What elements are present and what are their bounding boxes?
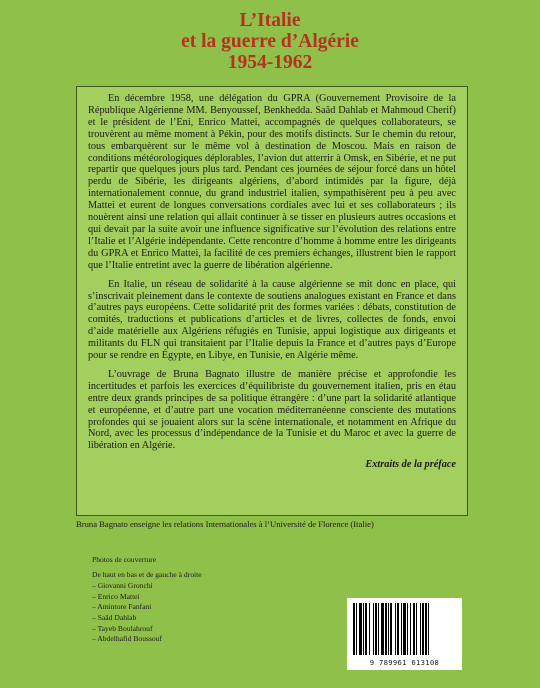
credit-name: – Abdelhafid Boussouf xyxy=(92,634,352,645)
isbn-barcode xyxy=(347,598,462,670)
barcode-bar xyxy=(413,603,415,655)
barcode-bar xyxy=(428,603,429,655)
barcode-bar xyxy=(407,603,408,655)
barcode-bar xyxy=(416,603,417,655)
barcode-bar xyxy=(395,603,396,655)
barcode-bar xyxy=(375,603,377,655)
title-line-3: 1954-1962 xyxy=(227,52,313,73)
barcode-bar xyxy=(390,603,392,655)
author-bio: Bruna Bagnato enseigne les relations Internationales à l’Université de Florence (Italie) xyxy=(76,519,374,529)
photo-credits xyxy=(92,555,352,645)
barcode-bar xyxy=(353,603,355,655)
barcode-bar xyxy=(385,603,387,655)
credit-name: – Enrico Mattei xyxy=(92,592,352,603)
summary-panel xyxy=(76,86,468,516)
barcode-bars xyxy=(353,603,456,655)
isbn-number: 9 789961 613108 xyxy=(369,658,440,667)
barcode-bar xyxy=(378,603,379,655)
credit-name: – Giovanni Gronchi xyxy=(92,581,352,592)
barcode-bar xyxy=(356,603,357,655)
book-title xyxy=(0,10,540,73)
barcode-bar xyxy=(422,603,424,655)
title-line-1: L’Italie xyxy=(239,10,301,31)
barcode-bar xyxy=(365,603,367,655)
barcode-bar xyxy=(373,603,374,655)
barcode-bar xyxy=(420,603,421,655)
barcode-bar xyxy=(425,603,427,655)
credit-name: – Saâd Dahlab xyxy=(92,613,352,624)
paragraph-3: L’ouvrage de Bruna Bagnato illustre de manière précise et approfondie les incertitudes et parfois les exercices d’équilibriste du gouvernement italien, pris en étau entre deux grands principes de sa politique étrangère : d’une part la solidarité atlantique et européenne, et d’autre part une vocation méditerranéenne consciente des mutations profondes qui se jouaient alors sur la scène internationale, et notamment en Afrique du Nord, avec les processus d’indépendance de la Tunisie et du Maroc et avec la guerre de libération en Algérie. xyxy=(88,368,456,452)
barcode-bar xyxy=(410,603,411,655)
barcode-bar xyxy=(369,603,370,655)
preface-signature: Extraits de la préface xyxy=(365,459,456,471)
barcode-bar xyxy=(381,603,384,655)
barcode-bar xyxy=(359,603,362,655)
barcode-bar xyxy=(401,603,402,655)
credit-name: – Tayeb Boulahrouf xyxy=(92,624,352,635)
barcode-bar xyxy=(363,603,364,655)
barcode-bar xyxy=(388,603,389,655)
paragraph-2: En Italie, un réseau de solidarité à la cause algérienne se mit donc en place, qui s’inscrivait pleinement dans le contexte de soutiens analogues existant en France et dans d’autres pays européens. Cette solidarité prit des formes variées : débats, constitution de comités, traductions et publications d’articles et de livres, collectes de fonds, envoi d’aide matérielle aux Algériens réfugiés en Tunisie, appui logistique aux dirigeants et militants du FLN qui transitaient par l’Italie depuis la France et d’autres pays d’Europe pour se rendre en Égypte, en Libye, en Tunisie, en Algérie même. xyxy=(88,278,456,362)
credits-list xyxy=(92,581,352,645)
credits-heading: Photos de couverture xyxy=(92,555,157,564)
paragraph-1: En décembre 1958, une délégation du GPRA (Gouvernement Provisoire de la République Algérienne MM. Benyoussef, Benkhedda. Saâd Dahlab et Mahmoud Cherif) et le président de l’Eni, Enrico Mattei, accompagnés de quelques collaborateurs, se trouvèrent au même moment à Pékin, pour des motifs distincts. Sur le chemin du retour, tous embarquèrent sur le même vol à destination de Moscou. Mais en raison de conditions météorologiques déplorables, l’avion dut atterrir à Omsk, en Sibérie, et ne put repartir que quelques jours plus tard. Pendant ces journées de séjour forcé dans un hôtel perdu de Sibérie, les dirigeants algériens, d’abord intimidés par la figure, déjà internationalement connue, du grand industriel italien, sympathisèrent peu à peu avec Mattei et eurent de longues conversations cordiales avec lui et ses collaborateurs ; ils nouèrent ainsi une relation qui allait continuer à se tisser en plusieurs autres occasions et qui devait par la suite avoir une influence significative sur l’évolution des relations entre l’Italie et l’Algérie indépendante. Cette rencontre d’homme à homme entre les dirigeants du GPRA et Enrico Mattei, la facilité de ces premiers échanges, illustrent bien le rapport que l’Italie entretint avec la guerre de libération algérienne. xyxy=(88,93,456,271)
credits-subheading: De haut en bas et de gauche à droite xyxy=(92,569,202,579)
barcode-bar xyxy=(397,603,399,655)
credit-name: – Amintore Fanfani xyxy=(92,602,352,613)
title-line-2: et la guerre d’Algérie xyxy=(181,31,359,52)
barcode-bar xyxy=(403,603,406,655)
